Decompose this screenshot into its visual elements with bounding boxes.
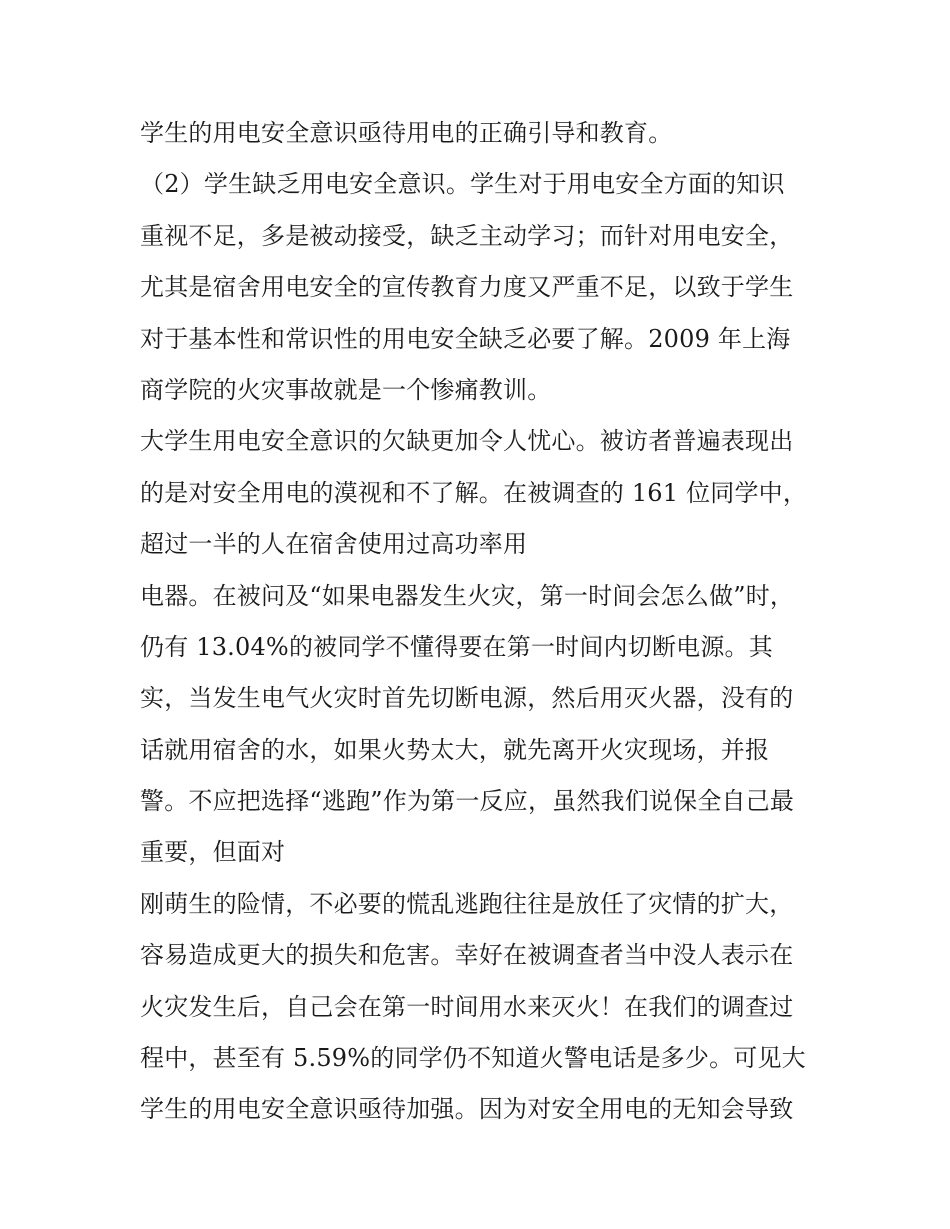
text-line: 学生的用电安全意识亟待加强。因为对安全用电的无知会导致 <box>140 1095 794 1124</box>
text-line: 实，当发生电气火灾时首先切断电源，然后用灭火器，没有的 <box>140 684 794 713</box>
text-line: 容易造成更大的损失和危害。幸好在被调查者当中没人表示在 <box>140 941 794 970</box>
text-line: （2）学生缺乏用电安全意识。学生对于用电安全方面的知识 <box>140 170 785 199</box>
text-line: 警。不应把选择“逃跑”作为第一反应，虽然我们说保全自己最 <box>140 787 795 816</box>
text-line: 仍有 13.04%的被同学不懂得要在第一时间内切断电源。其 <box>140 632 773 661</box>
text-line: 尤其是宿舍用电安全的宣传教育力度又严重不足，以致于学生 <box>140 273 794 302</box>
text-line: 超过一半的人在宿舍使用过高功率用 <box>140 530 528 559</box>
text-line: 学生的用电安全意识亟待用电的正确引导和教育。 <box>140 119 673 147</box>
text-line: 重视不足，多是被动接受，缺乏主动学习；而针对用电安全， <box>140 221 794 250</box>
text-line: 的是对安全用电的漠视和不了解。在被调查的 161 位同学中， <box>140 478 808 507</box>
text-line: 电器。在被问及“如果电器发生火灾，第一时间会怎么做”时， <box>140 581 795 610</box>
text-line: 火灾发生后，自己会在第一时间用水来灭火！在我们的调查过 <box>140 992 794 1021</box>
text-line: 程中，甚至有 5.59%的同学仍不知道火警电话是多少。可见大 <box>140 1044 806 1073</box>
text-line: 话就用宿舍的水，如果火势太大，就先离开火灾现场，并报 <box>140 735 770 764</box>
text-line: 重要，但面对 <box>140 838 286 867</box>
body-text <box>140 108 830 1136</box>
text-line: 对于基本性和常识性的用电安全缺乏必要了解。2009 年上海 <box>140 324 791 353</box>
text-line: 商学院的火灾事故就是一个惨痛教训。 <box>140 375 552 404</box>
text-line: 大学生用电安全意识的欠缺更加令人忧心。被访者普遍表现出 <box>140 427 794 456</box>
text-line: 刚萌生的险情，不必要的慌乱逃跑往往是放任了灾情的扩大， <box>140 889 794 918</box>
